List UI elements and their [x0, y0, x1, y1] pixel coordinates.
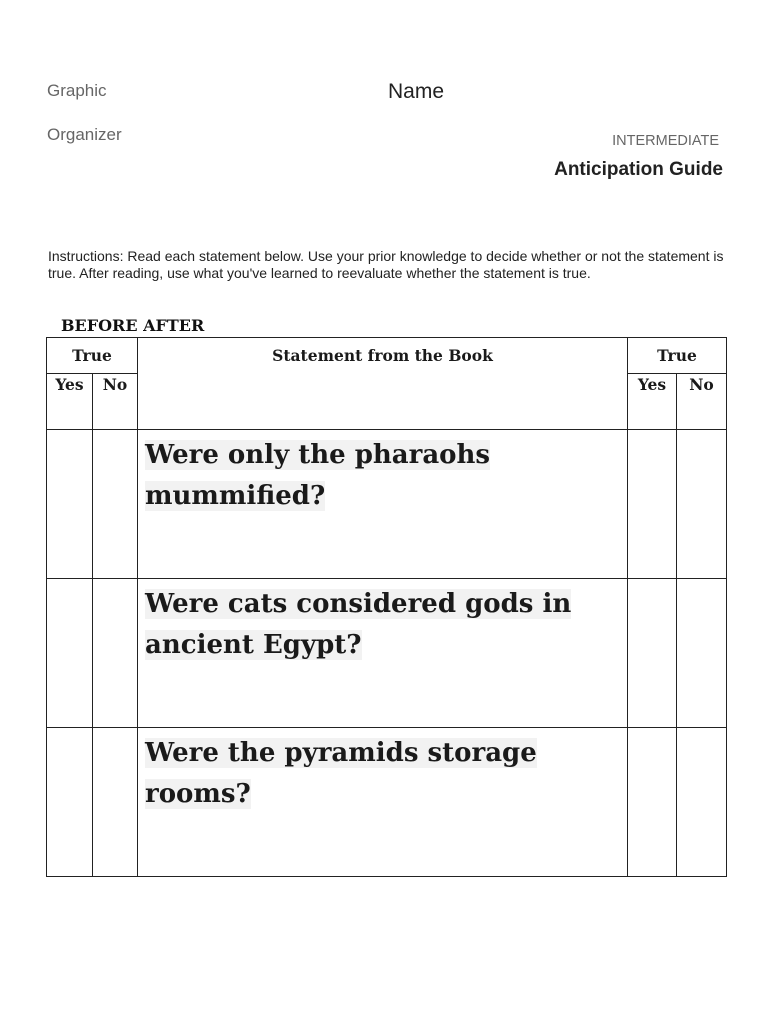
statement-text: Were cats considered gods in ancient Egypt?: [145, 589, 572, 660]
level-label: INTERMEDIATE: [612, 133, 719, 149]
yes-after-header: Yes: [628, 374, 677, 430]
table-row: [47, 728, 727, 877]
no-before-header: No: [93, 374, 138, 430]
name-label: Name: [388, 80, 445, 103]
yes-before-cell[interactable]: [47, 579, 93, 728]
statement-header-spacer: [138, 374, 628, 430]
statement-cell: [138, 430, 628, 579]
yes-before-header: Yes: [47, 374, 93, 430]
table-row: [47, 579, 727, 728]
yes-after-cell[interactable]: [628, 728, 677, 877]
no-after-cell[interactable]: [677, 728, 727, 877]
statement-cell: [138, 579, 628, 728]
no-before-cell[interactable]: [93, 728, 138, 877]
no-before-cell[interactable]: [93, 430, 138, 579]
true-before-header: True: [47, 338, 138, 374]
instructions-text: Instructions: Read each statement below. Use your prior knowledge to decide whether or not the statement is true. After reading, use what you've learned to reevaluate whether the statement is true.: [48, 248, 724, 281]
no-after-header: No: [677, 374, 727, 430]
statement-text: Were the pyramids storage rooms?: [145, 738, 537, 809]
yes-before-cell[interactable]: [47, 430, 93, 579]
true-after-header: True: [628, 338, 727, 374]
no-before-cell[interactable]: [93, 579, 138, 728]
no-after-cell[interactable]: [677, 579, 727, 728]
table-row: [47, 430, 727, 579]
statement-cell: [138, 728, 628, 877]
anticipation-table: [46, 337, 727, 877]
graphic-label: Graphic: [47, 81, 107, 100]
statement-header: Statement from the Book: [138, 338, 628, 374]
yes-after-cell[interactable]: [628, 430, 677, 579]
statement-text: Were only the pharaohs mummified?: [145, 440, 491, 511]
organizer-label: Organizer: [47, 125, 122, 144]
no-after-cell[interactable]: [677, 430, 727, 579]
before-after-label: BEFORE AFTER: [61, 316, 205, 335]
yes-before-cell[interactable]: [47, 728, 93, 877]
yes-after-cell[interactable]: [628, 579, 677, 728]
page-title: Anticipation Guide: [554, 159, 723, 180]
